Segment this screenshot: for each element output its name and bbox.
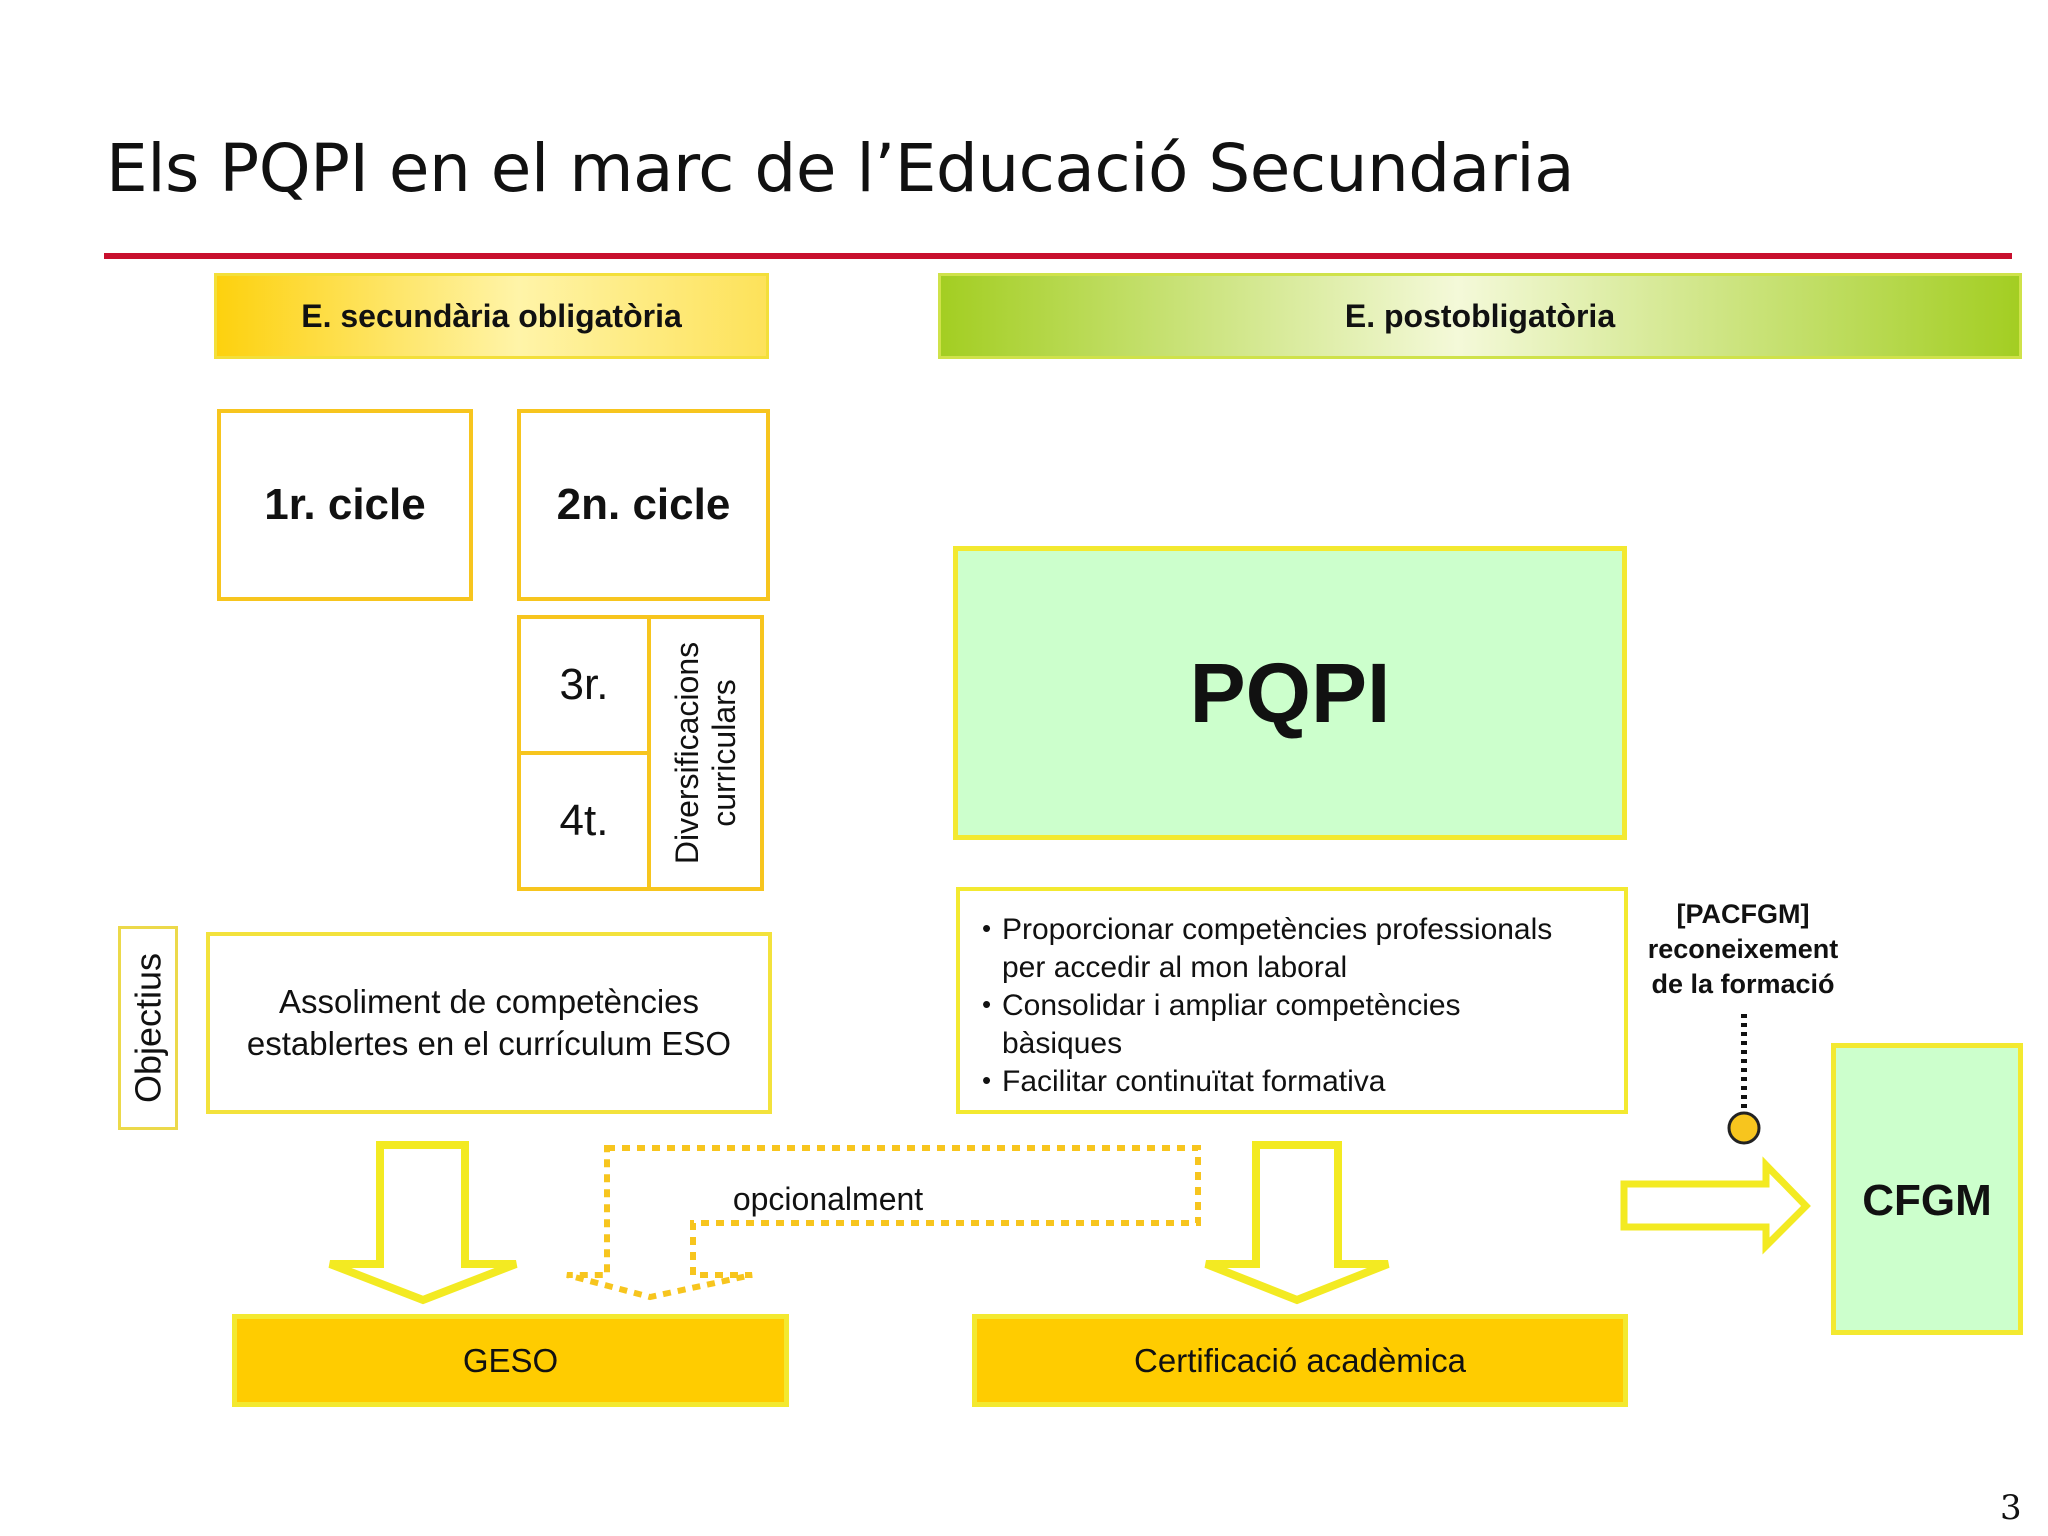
eso-objective-line-1: Assoliment de competències	[278, 983, 700, 1020]
pqpi-box: PQPI	[953, 546, 1627, 840]
third-year-box: 3r.	[517, 615, 651, 755]
second-cycle-box: 2n. cicle	[517, 409, 770, 601]
goal-line: bàsiques	[1002, 1027, 1123, 1060]
eso-objective-line-2: establertes en el currículum ESO	[246, 1025, 732, 1062]
goal-line: • Facilitar continuïtat formativa	[1002, 1065, 1386, 1098]
header-compulsory-secondary: E. secundària obligatòria	[214, 273, 769, 359]
arrow-down-to-geso-icon	[330, 1145, 516, 1300]
arrow-down-to-certification-icon	[1206, 1145, 1388, 1300]
pacfgm-line-2: reconeixement	[1647, 934, 1839, 964]
optional-label: opcionalment	[732, 1180, 924, 1217]
page-number: 3	[2000, 1488, 2022, 1528]
page-title: Els PQPI en el marc de l’Educació Secundaria	[106, 130, 1575, 207]
first-cycle-box: 1r. cicle	[217, 409, 473, 601]
goal-line: • Consolidar i ampliar competències	[1002, 989, 1461, 1022]
diversification-line-1: Diversificacions	[668, 641, 705, 865]
pacfgm-line-3: de la formació	[1651, 969, 1835, 999]
geso-box: GESO	[232, 1314, 789, 1407]
fourth-year-box: 4t.	[517, 751, 651, 891]
diversification-line-2: curriculars	[705, 679, 742, 827]
header-post-compulsory: E. postobligatòria	[938, 273, 2022, 359]
pacfgm-line-1: [PACFGM]	[1676, 899, 1810, 929]
goal-line: • Proporcionar competències professionals	[1002, 913, 1553, 946]
academic-certification-box: Certificació acadèmica	[972, 1314, 1628, 1407]
goal-line: per accedir al mon laboral	[1002, 951, 1348, 984]
arrow-right-to-cfgm-icon	[1624, 1165, 1806, 1246]
cfgm-label: CFGM	[1862, 1176, 1992, 1225]
optional-path-icon	[567, 1148, 1198, 1297]
pacfgm-dot-icon	[1729, 1113, 1759, 1143]
objectives-label: Objectius	[127, 952, 169, 1104]
